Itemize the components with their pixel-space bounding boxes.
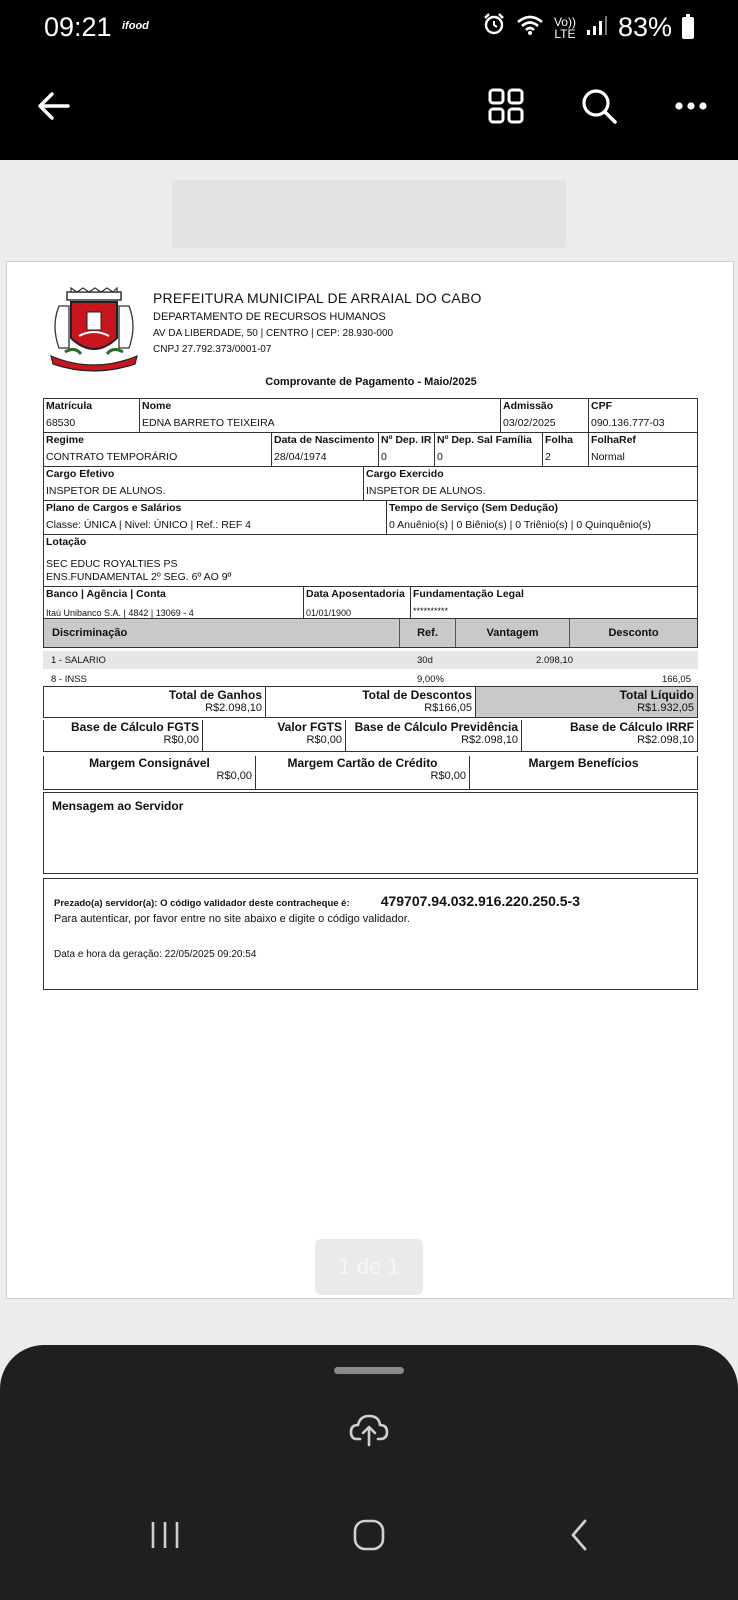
info-row (44, 433, 697, 467)
table-row (43, 651, 698, 669)
folharef-value: Normal (591, 451, 625, 463)
tempo-value: 0 Anuênio(s) | 0 Biênio(s) | 0 Triênio(s) | 0 Quinquênio(s) (389, 519, 652, 531)
recent-apps-icon[interactable] (140, 1515, 190, 1555)
bases-row (43, 720, 698, 752)
cpf-value: 090.136.777-03 (591, 417, 665, 429)
dep-ir-value: 0 (381, 451, 387, 463)
fgts-valor-value: R$0,00 (306, 734, 342, 746)
network-type: Vo)) LTE (553, 14, 576, 41)
info-row (44, 535, 697, 587)
nome-label: Nome (142, 400, 172, 412)
generation-timestamp: Data e hora da geração: 22/05/2025 09:20:54 (54, 949, 257, 960)
header-ref: Ref. (400, 619, 456, 647)
department: DEPARTAMENTO DE RECURSOS HUMANOS (153, 311, 386, 323)
matricula-value: 68530 (46, 417, 76, 429)
banco-label: Banco | Agência | Conta (46, 588, 166, 600)
municipal-coat-of-arms-logo (45, 286, 143, 376)
row-desconto: 166,05 (661, 673, 691, 685)
row-ref: 9,00% (417, 673, 444, 685)
cpf-label: CPF (591, 400, 612, 412)
header-desconto: Desconto (608, 627, 659, 639)
tempo-label: Tempo de Serviço (Sem Dedução) (389, 502, 559, 514)
dep-sal-label: Nº Dep. Sal Família (437, 434, 532, 446)
mensagem-servidor-box (43, 792, 698, 874)
header-vantagem: Vantagem (456, 619, 570, 647)
battery-icon (682, 17, 694, 39)
more-options-icon[interactable] (667, 82, 715, 130)
folha-value: 2 (545, 451, 551, 463)
regime-label: Regime (46, 434, 84, 446)
row-desc: 1 - SALARIO (51, 654, 106, 666)
signal-icon (586, 12, 608, 43)
wifi-icon (516, 12, 544, 43)
validation-box (43, 878, 698, 990)
margem-consig-value: R$0,00 (216, 770, 252, 782)
cnpj: CNPJ 27.792.373/0001-07 (153, 344, 272, 355)
row-vantagem: 2.098,10 (536, 654, 573, 666)
total-descontos-label: Total de Descontos (362, 688, 472, 702)
regime-value: CONTRATO TEMPORÁRIO (46, 451, 178, 463)
aposentadoria-label: Data Aposentadoria (306, 588, 405, 600)
margem-cartao-value: R$0,00 (430, 770, 466, 782)
irrf-base-value: R$2.098,10 (637, 734, 694, 746)
cloud-upload-icon[interactable] (344, 1405, 394, 1455)
payroll-table-header (43, 618, 698, 648)
document-title: Comprovante de Pagamento - Maio/2025 (265, 376, 477, 388)
margem-consig-label: Margem Consignável (89, 756, 210, 770)
prev-base-value: R$2.098,10 (461, 734, 518, 746)
info-row (44, 587, 697, 621)
row-desc: 8 - INSS (51, 673, 87, 685)
total-ganhos-label: Total de Ganhos (168, 688, 262, 702)
folha-label: Folha (545, 434, 573, 446)
grid-view-icon[interactable] (482, 82, 530, 130)
page-indicator: 1 de 1 (315, 1239, 423, 1295)
sheet-drag-handle[interactable] (334, 1367, 404, 1374)
mensagem-label: Mensagem ao Servidor (52, 799, 184, 813)
alarm-icon (482, 12, 506, 43)
cargo-efetivo-value: INSPETOR DE ALUNOS. (46, 485, 166, 497)
org-name: PREFEITURA MUNICIPAL DE ARRAIAL DO CABO (153, 290, 482, 306)
status-icons (482, 12, 694, 43)
total-liquido-value: R$1.932,05 (637, 702, 694, 714)
cargo-exercido-label: Cargo Exercido (366, 468, 444, 480)
fundamentacao-label: Fundamentação Legal (413, 588, 524, 600)
cargo-efetivo-label: Cargo Efetivo (46, 468, 115, 480)
fgts-base-value: R$0,00 (163, 734, 199, 746)
battery-level: 83% (617, 12, 672, 42)
admissao-value: 03/02/2025 (503, 417, 556, 429)
margem-cartao-label: Margem Cartão de Crédito (287, 756, 438, 770)
document-header (153, 290, 482, 355)
total-descontos-value: R$166,05 (424, 702, 472, 714)
totals-row (43, 686, 698, 718)
nascimento-label: Data de Nascimento (274, 434, 375, 446)
info-row (44, 399, 697, 433)
app-notification-badge: ifood (122, 20, 149, 32)
fgts-base-label: Base de Cálculo FGTS (70, 720, 199, 734)
validation-intro: Prezado(a) servidor(a): O código validador deste contracheque é: (54, 898, 350, 909)
address: AV DA LIBERDADE, 50 | CENTRO | CEP: 28.930-000 (153, 328, 394, 339)
lotacao-line-1: SEC EDUC ROYALTIES PS (46, 558, 178, 570)
home-icon[interactable] (343, 1512, 395, 1558)
cargo-exercido-value: INSPETOR DE ALUNOS. (366, 485, 486, 497)
nome-value: EDNA BARRETO TEIXEIRA (142, 417, 275, 429)
irrf-base-label: Base de Cálculo IRRF (569, 720, 694, 734)
nascimento-value: 28/04/1974 (274, 451, 327, 463)
lotacao-label: Lotação (46, 536, 87, 548)
status-time: 09:21 (44, 12, 112, 42)
header-discriminacao: Discriminação (44, 619, 400, 647)
lotacao-line-2: ENS.FUNDAMENTAL 2º SEG. 6º AO 9º (46, 571, 232, 583)
plano-label: Plano de Cargos e Salários (46, 502, 182, 514)
back-icon[interactable] (556, 1515, 602, 1555)
validation-instructions: Para autenticar, por favor entre no site abaixo e digite o código validador. (54, 913, 410, 925)
margem-beneficios-label: Margem Benefícios (528, 756, 639, 770)
bottom-sheet (0, 1345, 738, 1600)
validation-code: 479707.94.032.916.220.250.5-3 (380, 893, 580, 909)
folharef-label: FolhaRef (591, 434, 636, 446)
admissao-label: Admissão (503, 400, 554, 412)
plano-value: Classe: ÚNICA | Nivel: ÚNICO | Ref.: REF 4 (46, 519, 251, 531)
faded-page-title-overlay (172, 180, 566, 248)
info-row (44, 467, 697, 501)
info-row (44, 501, 697, 535)
top-bar (0, 0, 738, 160)
total-liquido-label: Total Líquido (619, 688, 694, 702)
back-arrow-icon[interactable] (30, 82, 78, 130)
document-page (6, 261, 734, 1299)
total-ganhos-value: R$2.098,10 (205, 702, 262, 714)
matricula-label: Matrícula (46, 400, 93, 412)
dep-sal-value: 0 (437, 451, 443, 463)
fundamentacao-value: ********** (413, 606, 449, 616)
banco-value: Itaú Unibanco S.A. | 4842 | 13069 - 4 (46, 608, 194, 618)
fgts-valor-label: Valor FGTS (277, 720, 342, 734)
employee-info-grid (43, 398, 698, 622)
prev-base-label: Base de Cálculo Previdência (354, 720, 518, 734)
aposentadoria-value: 01/01/1900 (306, 608, 352, 618)
row-ref: 30d (417, 654, 433, 666)
margens-row (43, 756, 698, 790)
search-icon[interactable] (575, 82, 623, 130)
dep-ir-label: Nº Dep. IR (381, 434, 432, 446)
